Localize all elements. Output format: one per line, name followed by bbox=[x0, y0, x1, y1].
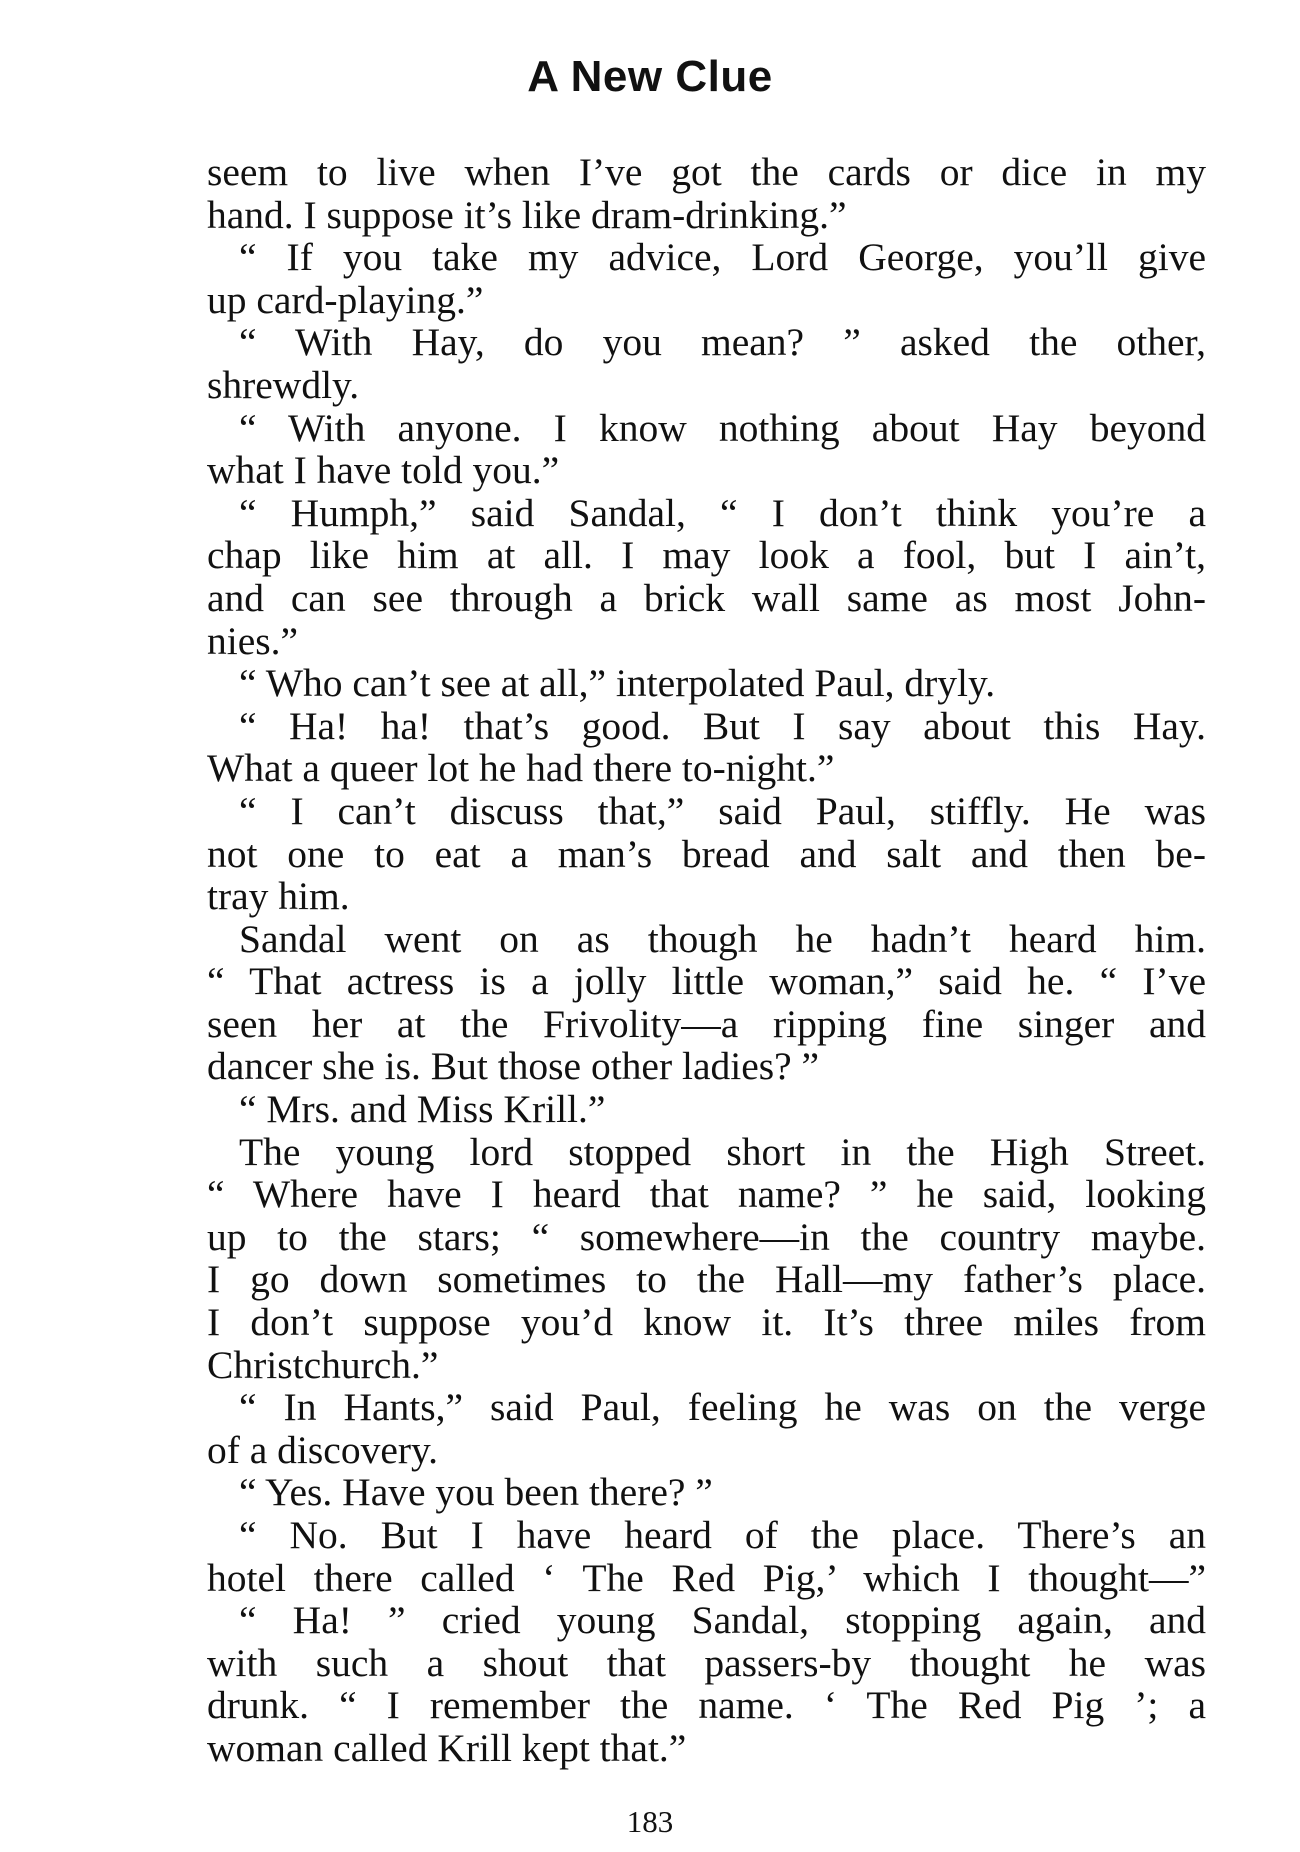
text-line-content: seen her at the Frivolity—a ripping fine singer and bbox=[207, 1001, 1206, 1046]
text-line bbox=[207, 279, 1206, 322]
text-line-content: “ In Hants,” said Paul, feeling he was on the verge bbox=[239, 1385, 1206, 1430]
text-line-content: “ Yes. Have you been there? ” bbox=[239, 1470, 713, 1515]
text-line-content: with such a shout that passers-by thought he was bbox=[207, 1640, 1206, 1685]
text-line-content: not one to eat a man’s bread and salt and then be- bbox=[207, 831, 1206, 876]
text-line-content: I go down sometimes to the Hall—my father’s place. bbox=[207, 1257, 1206, 1302]
text-line bbox=[207, 1599, 1206, 1642]
text-line-content: woman called Krill kept that.” bbox=[207, 1725, 687, 1770]
text-line bbox=[207, 1429, 1206, 1472]
text-line bbox=[207, 1003, 1206, 1046]
text-line-content: The young lord stopped short in the High Street. bbox=[239, 1129, 1206, 1174]
text-line-content: “ Humph,” said Sandal, “ I don’t think you’re a bbox=[239, 490, 1206, 535]
text-line bbox=[207, 620, 1206, 663]
text-line-content: I don’t suppose you’d know it. It’s three miles from bbox=[207, 1300, 1206, 1345]
text-line-content: “ With anyone. I know nothing about Hay beyond bbox=[239, 405, 1206, 450]
text-line bbox=[207, 492, 1206, 535]
text-line-content: seem to live when I’ve got the cards or dice in my bbox=[207, 150, 1206, 194]
text-line bbox=[207, 1471, 1206, 1514]
text-line bbox=[207, 534, 1206, 577]
text-line bbox=[207, 449, 1206, 492]
body-text bbox=[207, 151, 1206, 1770]
text-line bbox=[207, 1514, 1206, 1557]
text-line-content: “ Ha! ha! that’s good. But I say about this Hay. bbox=[239, 703, 1206, 748]
text-line bbox=[207, 151, 1206, 194]
text-line bbox=[207, 833, 1206, 876]
text-line bbox=[207, 194, 1206, 237]
text-line bbox=[207, 918, 1206, 961]
text-line-content: dancer she is. But those other ladies? ” bbox=[207, 1044, 820, 1089]
text-line bbox=[207, 960, 1206, 1003]
text-line-content: chap like him at all. I may look a fool, but I ain’t, bbox=[207, 533, 1206, 578]
text-line bbox=[207, 1386, 1206, 1429]
text-line-content: “ If you take my advice, Lord George, you’ll give bbox=[239, 235, 1206, 280]
text-line bbox=[207, 236, 1206, 279]
text-line bbox=[207, 364, 1206, 407]
text-line-content: “ That actress is a jolly little woman,” said he. “ I’ve bbox=[207, 959, 1206, 1004]
text-line bbox=[207, 1301, 1206, 1344]
text-line-content: drunk. “ I remember the name. ‘ The Red Pig ’; a bbox=[207, 1683, 1206, 1728]
text-line-content: hand. I suppose it’s like dram-drinking.” bbox=[207, 192, 847, 237]
text-line bbox=[207, 1173, 1206, 1216]
text-line-content: of a discovery. bbox=[207, 1427, 439, 1472]
text-line bbox=[207, 577, 1206, 620]
text-line-content: what I have told you.” bbox=[207, 448, 560, 493]
text-line bbox=[207, 875, 1206, 918]
text-line bbox=[207, 321, 1206, 364]
text-line bbox=[207, 747, 1206, 790]
text-line bbox=[207, 705, 1206, 748]
text-line bbox=[207, 1131, 1206, 1174]
page-number: 183 bbox=[626, 1804, 674, 1839]
text-line bbox=[207, 1216, 1206, 1259]
text-line bbox=[207, 662, 1206, 705]
text-line bbox=[207, 1088, 1206, 1131]
text-line bbox=[207, 1727, 1206, 1770]
text-line-content: “ I can’t discuss that,” said Paul, stiffly. He was bbox=[239, 788, 1206, 833]
text-line-content: up card-playing.” bbox=[207, 277, 484, 322]
text-line-content: tray him. bbox=[207, 874, 350, 919]
text-line bbox=[207, 1642, 1206, 1685]
text-line bbox=[207, 1684, 1206, 1727]
text-line-content: What a queer lot he had there to-night.” bbox=[207, 746, 835, 791]
text-line bbox=[207, 1344, 1206, 1387]
text-line-content: and can see through a brick wall same as most John- bbox=[207, 575, 1206, 620]
text-line-content: “ Who can’t see at all,” interpolated Paul, dryly. bbox=[239, 661, 996, 706]
text-line-content: Christchurch.” bbox=[207, 1342, 439, 1387]
text-line-content: shrewdly. bbox=[207, 362, 360, 407]
text-line-content: up to the stars; “ somewhere—in the country maybe. bbox=[207, 1214, 1206, 1259]
text-line-content: “ Where have I heard that name? ” he said, looking bbox=[207, 1172, 1206, 1217]
text-line bbox=[207, 1045, 1206, 1088]
text-line-content: “ No. But I have heard of the place. There’s an bbox=[239, 1513, 1206, 1557]
text-line bbox=[207, 1557, 1206, 1600]
text-line bbox=[207, 790, 1206, 833]
text-line bbox=[207, 1258, 1206, 1301]
text-line-content: “ Ha! ” cried young Sandal, stopping again, and bbox=[239, 1598, 1206, 1643]
text-line-content: Sandal went on as though he hadn’t heard him. bbox=[239, 916, 1206, 961]
text-line-content: “ With Hay, do you mean? ” asked the other, bbox=[239, 320, 1206, 365]
text-line-content: “ Mrs. and Miss Krill.” bbox=[239, 1087, 606, 1132]
text-line bbox=[207, 407, 1206, 450]
text-line-content: hotel there called ‘ The Red Pig,’ which I thought—” bbox=[207, 1555, 1206, 1600]
text-line-content: nies.” bbox=[207, 618, 299, 663]
running-head: A New Clue bbox=[527, 52, 773, 101]
